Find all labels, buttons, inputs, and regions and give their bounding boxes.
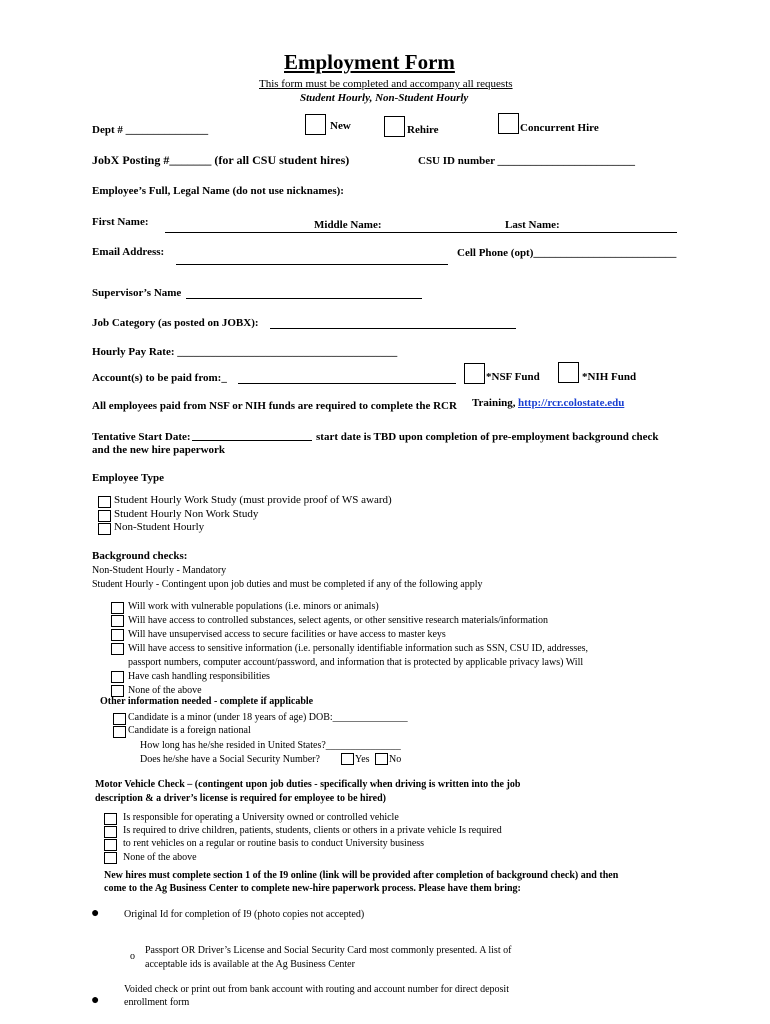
email-label: Email Address: <box>92 246 165 258</box>
supervisor-field[interactable] <box>186 298 422 299</box>
rehire-label: Rehire <box>407 124 439 136</box>
concurrent-hire-checkbox[interactable] <box>498 113 519 134</box>
background-heading: Background checks: <box>92 550 188 562</box>
bring-id-options: Passport OR Driver’s License and Social Security Card most commonly presented. A list of <box>145 945 512 956</box>
minor-checkbox[interactable] <box>113 713 126 725</box>
new-hires-instruction: New hires must complete section 1 of the I9 online (link will be provided after completion of background check) and then <box>104 870 619 881</box>
page-title: Employment Form <box>284 50 455 74</box>
bg-none-label: None of the above <box>128 685 202 696</box>
bg-sensitive-label: Will have access to sensitive information (i.e. personally identifiable information such as SSN, CSU ID, addresses, <box>128 643 589 654</box>
ssn-question: Does he/she have a Social Security Number? <box>140 754 320 765</box>
supervisor-label: Supervisor’s Name <box>92 287 182 299</box>
nsf-fund-label: *NSF Fund <box>486 371 540 383</box>
bg-facilities-checkbox[interactable] <box>111 629 124 641</box>
dept-field[interactable]: Dept # _______________ <box>92 124 209 136</box>
bring-id-options-2: acceptable ids is available at the Ag Business Center <box>145 959 355 970</box>
non-student-hourly-label: Non-Student Hourly <box>114 521 205 533</box>
mv-none-checkbox[interactable] <box>104 852 117 864</box>
csu-id-field[interactable]: CSU ID number _________________________ <box>418 155 636 167</box>
us-residence-field[interactable]: How long has he/she resided in United States?_______________ <box>140 740 401 751</box>
bg-vulnerable-checkbox[interactable] <box>111 602 124 614</box>
legal-name-heading: Employee’s Full, Legal Name (do not use nicknames): <box>92 185 344 197</box>
first-name-label: First Name: <box>92 216 149 228</box>
bullet-icon: ● <box>91 906 100 921</box>
non-student-hourly-checkbox[interactable] <box>98 523 111 535</box>
job-category-field[interactable] <box>270 328 516 329</box>
non-work-study-checkbox[interactable] <box>98 510 111 522</box>
bring-voided-check: Voided check or print out from bank account with routing and account number for direct deposit <box>124 984 509 995</box>
accounts-field[interactable] <box>238 383 456 384</box>
concurrent-hire-label: Concurrent Hire <box>520 122 599 134</box>
form-applicability: Student Hourly, Non-Student Hourly <box>300 92 469 104</box>
last-name-label: Last Name: <box>505 219 560 231</box>
bg-vulnerable-label: Will work with vulnerable populations (i.e. minors or animals) <box>128 601 379 612</box>
new-checkbox[interactable] <box>305 114 326 135</box>
mv-university-vehicle-label: Is responsible for operating a University owned or controlled vehicle <box>123 812 399 823</box>
start-date-note: start date is TBD upon completion of pre-employment background check <box>316 431 659 443</box>
mv-rent-vehicle-checkbox[interactable] <box>104 839 117 851</box>
start-date-note-2: and the new hire paperwork <box>92 444 226 456</box>
mv-university-vehicle-checkbox[interactable] <box>104 813 117 825</box>
email-field[interactable] <box>176 264 448 265</box>
ssn-no-checkbox[interactable] <box>375 753 388 765</box>
minor-label: Candidate is a minor (under 18 years of age) DOB:_______________ <box>128 712 408 723</box>
bg-facilities-label: Will have unsupervised access to secure facilities or have access to master keys <box>128 629 446 640</box>
mv-none-label: None of the above <box>123 852 197 863</box>
middle-name-label: Middle Name: <box>314 219 382 231</box>
hourly-pay-field[interactable]: Hourly Pay Rate: ________________________________________ <box>92 346 398 358</box>
motor-vehicle-heading: Motor Vehicle Check – (contingent upon job duties - specifically when driving is written into the job <box>95 779 521 790</box>
rcr-training-label: Training, <box>472 397 516 409</box>
work-study-label: Student Hourly Work Study (must provide proof of WS award) <box>114 494 392 506</box>
mv-private-vehicle-label: Is required to drive children, patients, students, clients or others in a private vehicle Is required <box>123 825 502 836</box>
background-contingent: Student Hourly - Contingent upon job duties and must be completed if any of the following apply <box>92 579 483 590</box>
name-underline[interactable] <box>165 232 677 233</box>
bg-cash-checkbox[interactable] <box>111 671 124 683</box>
rehire-checkbox[interactable] <box>384 116 405 137</box>
new-label: New <box>330 120 351 132</box>
rcr-link[interactable]: http://rcr.colostate.edu <box>518 397 625 409</box>
bring-voided-check-2: enrollment form <box>124 997 190 1008</box>
nih-fund-checkbox[interactable] <box>558 362 579 383</box>
bg-sensitive-checkbox[interactable] <box>111 643 124 655</box>
new-hires-instruction-2: come to the Ag Business Center to complete new-hire paperwork process. Please have them bring: <box>104 883 521 894</box>
motor-vehicle-heading-2: description & a driver’s license is required for employee to be hired) <box>95 793 386 804</box>
foreign-national-checkbox[interactable] <box>113 726 126 738</box>
circle-bullet-icon: o <box>130 951 135 962</box>
accounts-label: Account(s) to be paid from:_ <box>92 372 227 384</box>
mv-private-vehicle-checkbox[interactable] <box>104 826 117 838</box>
bg-cash-label: Have cash handling responsibilities <box>128 671 270 682</box>
other-info-heading: Other information needed - complete if applicable <box>100 696 314 707</box>
foreign-national-label: Candidate is a foreign national <box>128 725 251 736</box>
work-study-checkbox[interactable] <box>98 496 111 508</box>
form-instruction: This form must be completed and accompany all requests <box>259 78 513 90</box>
rcr-requirement: All employees paid from NSF or NIH funds are required to complete the RCR <box>92 400 457 412</box>
start-date-field[interactable] <box>192 440 312 441</box>
employee-type-heading: Employee Type <box>92 472 165 484</box>
background-mandatory: Non-Student Hourly - Mandatory <box>92 565 227 576</box>
bullet-icon: ● <box>91 993 100 1008</box>
non-work-study-label: Student Hourly Non Work Study <box>114 508 259 520</box>
bg-controlled-label: Will have access to controlled substances, select agents, or other sensitive research materials/information <box>128 615 549 626</box>
ssn-yes-label: Yes <box>355 754 370 765</box>
jobx-posting-field[interactable]: JobX Posting #_______ (for all CSU student hires) <box>92 153 350 167</box>
nih-fund-label: *NIH Fund <box>582 371 637 383</box>
ssn-no-label: No <box>389 754 402 765</box>
bg-controlled-checkbox[interactable] <box>111 615 124 627</box>
job-category-label: Job Category (as posted on JOBX): <box>92 317 259 329</box>
start-date-label: Tentative Start Date: <box>92 431 191 443</box>
bring-original-id: Original Id for completion of I9 (photo copies not accepted) <box>124 909 365 920</box>
cell-phone-field[interactable]: Cell Phone (opt)__________________________ <box>457 247 677 259</box>
mv-rent-vehicle-label: to rent vehicles on a regular or routine basis to conduct University business <box>123 838 425 849</box>
bg-sensitive-label-cont: passport numbers, computer account/password, and information that is protected by applicable privacy laws) Will <box>128 657 584 668</box>
nsf-fund-checkbox[interactable] <box>464 363 485 384</box>
ssn-yes-checkbox[interactable] <box>341 753 354 765</box>
